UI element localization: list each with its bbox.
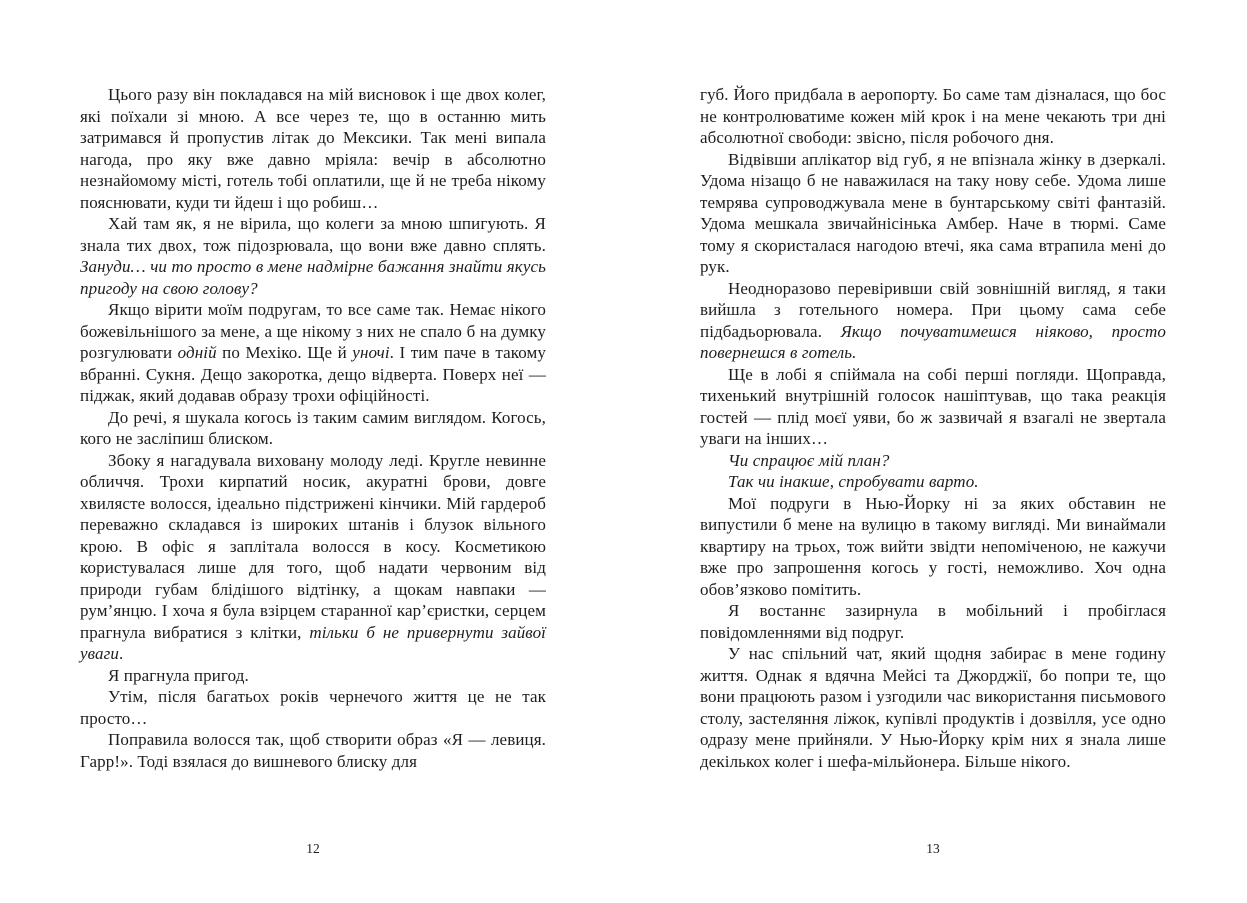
text-run: До речі, я шукала когось із таким самим виглядом. Когось, кого не засліпиш блиском. xyxy=(80,407,546,448)
paragraph xyxy=(700,493,1166,601)
italic-text-run: тільки б не привернути зайвої уваги xyxy=(80,622,546,663)
text-run: Хай там як, я не вірила, що колеги за мною шпигують. Я знала тих двох, тож підозрювала, що вони вже давно сплять. xyxy=(80,214,546,255)
text-run: Я прагнула пригод. xyxy=(108,665,249,685)
paragraph xyxy=(80,213,546,299)
page-number-left: 12 xyxy=(306,841,320,856)
text-run: . І тим паче в такому вбранні. Сукня. Дещо закоротка, дещо відверта. Поверх неї — піджак, який додавав образу трохи офіційності. xyxy=(80,343,546,405)
text-run: Поправила волосся так, щоб створити образ «Я — левиця. Гарр!». Тоді взялася до вишневого блиску для xyxy=(80,730,546,771)
paragraph xyxy=(80,299,546,407)
italic-text-run: Зануди… чи то просто в мене надмірне бажання знайти якусь пригоду на свою голову? xyxy=(80,257,546,298)
paragraph xyxy=(700,450,1166,472)
paragraph xyxy=(80,729,546,772)
paragraph xyxy=(700,364,1166,450)
paragraph xyxy=(80,686,546,729)
page-right-text xyxy=(700,84,1166,772)
italic-text-run: Якщо почуватимешся ніяково, просто повернешся в готель. xyxy=(700,321,1166,362)
paragraph xyxy=(80,665,546,687)
text-run: Відвівши аплікатор від губ, я не впізнала жінку в дзеркалі. Удома нізащо б не наважилася на таку нову себе. Удома лише темрява супроводжувала мене в бунтарському світі фантазій. Удома мешкала звичайнісінька Амбер. Наче в тюрмі. Саме тому я скористалася нагодою втечі, яка сама втрапила мені до рук. xyxy=(700,149,1166,276)
text-run: Мої подруги в Нью-Йорку ні за яких обставин не випустили б мене на вулицю в такому вигляді. Ми винаймали квартиру на трьох, тож вийти звідти непоміченою, не кажучи вже про запрошення когось у гості, неможливо. Хоч одна обов’язково помітить. xyxy=(700,493,1166,599)
text-run: Утім, після багатьох років чернечого життя це не так просто… xyxy=(80,687,546,728)
text-run: Якщо вірити моїм подругам, то все саме так. Немає нікого божевільнішого за мене, а ще нікому з них не спало б на думку розгулювати xyxy=(80,300,546,362)
paragraph xyxy=(700,471,1166,493)
italic-text-run: одній xyxy=(177,343,217,362)
paragraph xyxy=(80,450,546,665)
paragraph xyxy=(700,84,1166,149)
page-left-text xyxy=(80,84,546,772)
text-run: Збоку я нагадувала виховану молоду леді. Кругле невинне обличчя. Трохи кирпатий носик, акуратні брови, довге хвилясте волосся, ідеально підстрижені кінчики. Мій гардероб переважно складався із широких штанів і блузок вільного крою. В офіс я заплітала волосся в косу. Косметикою користувалася лише для того, щоб надати червоним від природи губам блідішого відтінку, а щокам навпаки — рум’янцю. І хоча я була взірцем старанної кар’єристки, серцем прагнула вибратися з клітки, xyxy=(80,450,546,642)
text-run: Цього разу він покладався на мій висновок і ще двох колег, які поїхали зі мною. А все через те, що в останню мить затримався й пропустив літак до Мексики. Так мені випала нагода, про яку вже давно мріяла: вечір в абсолютно незнайомому місті, готель тобі оплатили, ще й не треба нікому пояснювати, куди ти йдеш і що робиш… xyxy=(80,85,546,212)
text-run: У нас спільний чат, який щодня забирає в мене годину життя. Однак я вдячна Мейсі та Джорджії, бо попри те, що вони працюють разом і узгодили час використання письмового столу, застеляння ліжок, купівлі продуктів і дозвілля, усе одно одразу мене прийняли. У Нью-Йорку крім них я знала лише декількох колег і шефа-мільйонера. Більше нікого. xyxy=(700,644,1166,771)
italic-text-run: уночі xyxy=(352,343,390,362)
text-run: . xyxy=(118,644,124,663)
paragraph xyxy=(700,643,1166,772)
page-left xyxy=(80,84,546,874)
italic-text-run: Чи спрацює мій план? xyxy=(728,450,890,470)
text-run: Я востаннє зазирнула в мобільний і пробіглася повідомленнями від подруг. xyxy=(700,601,1166,642)
paragraph xyxy=(80,84,546,213)
paragraph xyxy=(80,407,546,450)
paragraph xyxy=(700,600,1166,643)
italic-text-run: Так чи інакше, спробувати варто. xyxy=(728,472,979,491)
paragraph xyxy=(700,278,1166,364)
text-run: по Мехіко. Ще й xyxy=(216,343,353,362)
page-right xyxy=(700,84,1166,874)
text-run: Ще в лобі я спіймала на собі перші погляди. Щоправда, тихенький внутрішній голосок нашіптував, що така реакція гостей — плід моєї уяви, бо ж зазвичай я взагалі не звертала уваги на інших… xyxy=(700,364,1166,448)
page-number-right: 13 xyxy=(926,841,940,856)
text-run: губ. Його придбала в аеропорту. Бо саме там дізналася, що бос не контролюватиме кожен мій крок і на мене чекають три дні абсолютної свободи: звісно, після робочого дня. xyxy=(700,85,1166,147)
paragraph xyxy=(700,149,1166,278)
text-run: Неодноразово перевіривши свій зовнішній вигляд, я таки вийшла з готельного номера. При цьому сама себе підбадьорювала. xyxy=(700,278,1166,341)
